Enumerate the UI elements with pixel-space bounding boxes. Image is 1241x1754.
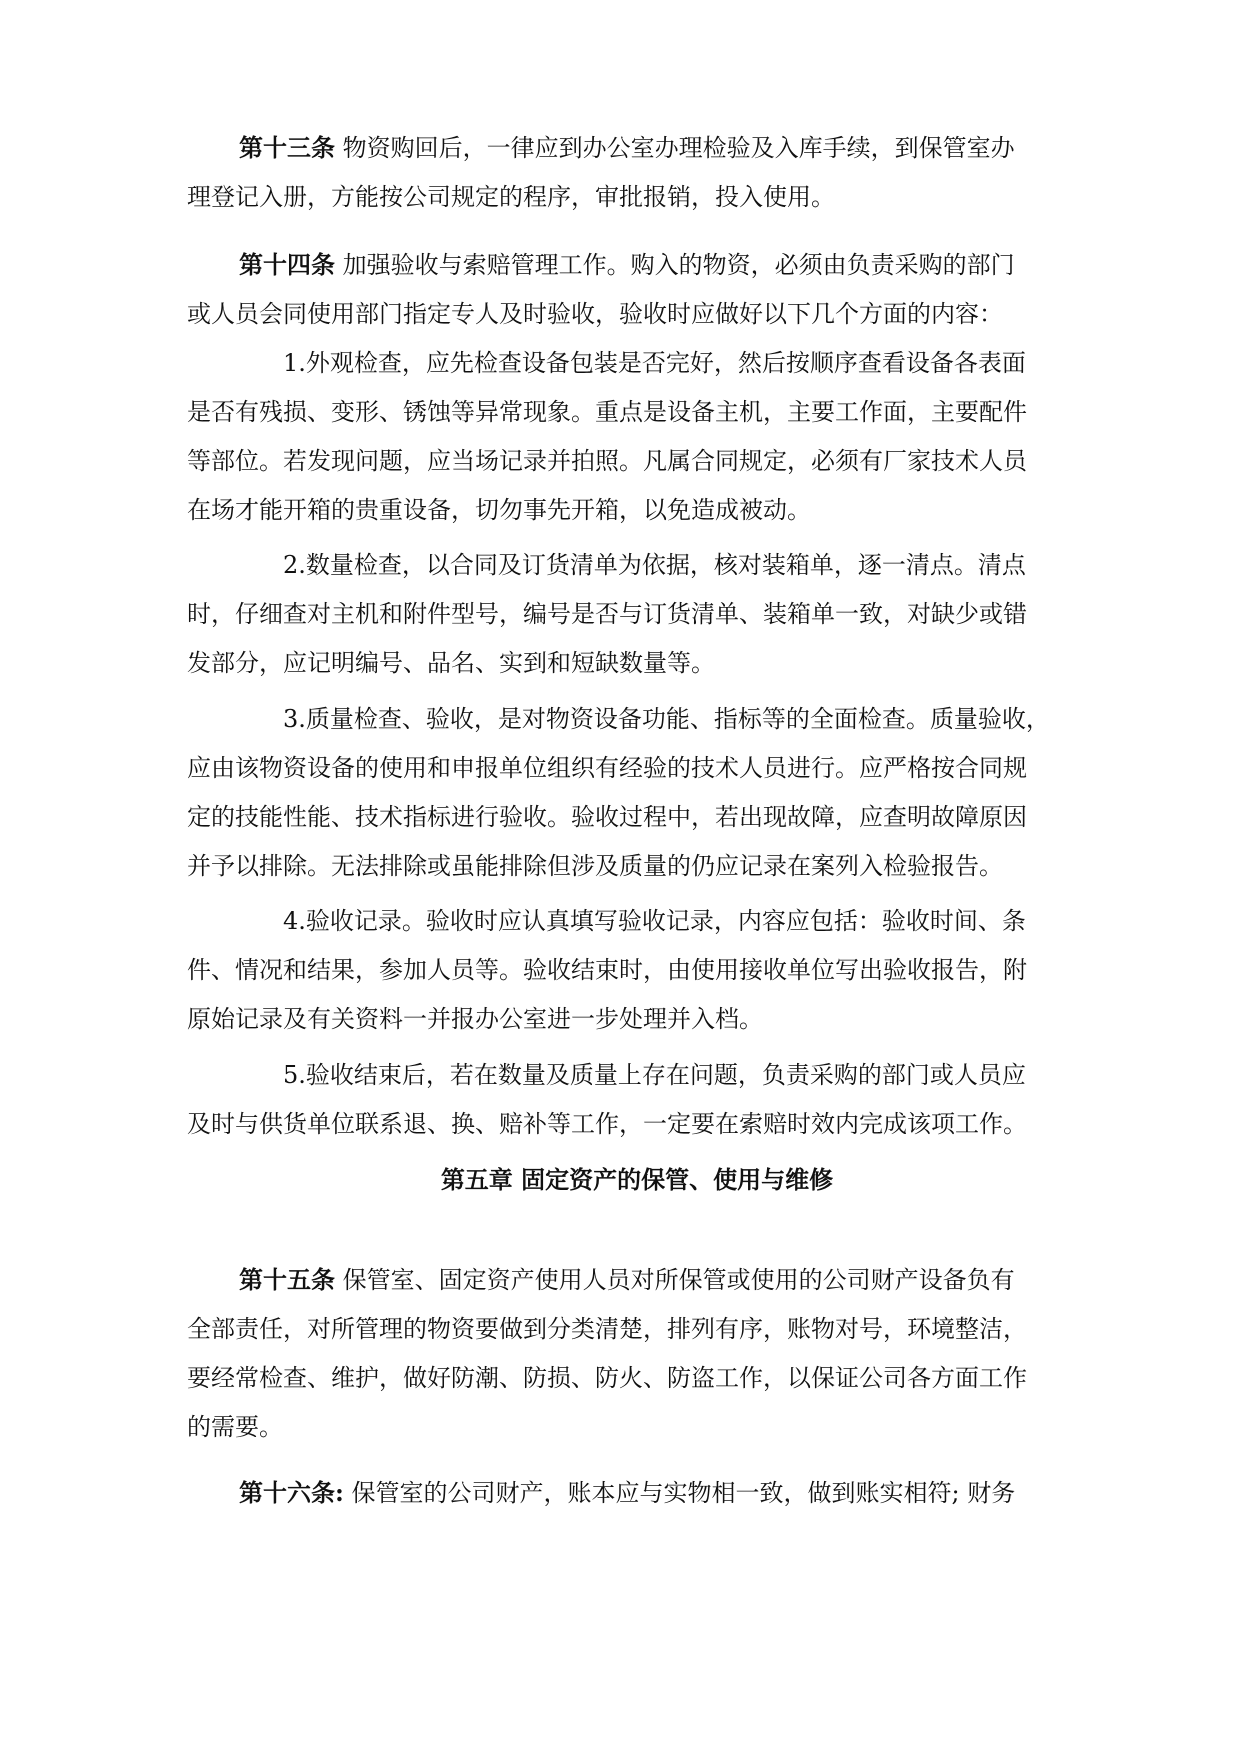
article-15-line-4: 的需要。 bbox=[187, 1413, 283, 1441]
inspection-item-5 bbox=[187, 1051, 1087, 1149]
article-16-line-1: 第十六条: 保管室的公司财产，账本应与实物相一致，做到账实相符; 财务 bbox=[239, 1478, 1016, 1507]
article-13-line-1: 第十三条 物资购回后，一律应到办公室办理检验及入库手续，到保管室办 bbox=[239, 133, 1015, 162]
item-2-line-1: 2.数量检查，以合同及订货清单为依据，核对装箱单，逐一清点。清点 bbox=[283, 551, 1026, 579]
item-4-line-1: 4.验收记录。验收时应认真填写验收记录，内容应包括：验收时间、条 bbox=[283, 907, 1026, 935]
article-14-line-2: 或人员会同使用部门指定专人及时验收，验收时应做好以下几个方面的内容： bbox=[187, 300, 1003, 328]
item-2-line-2: 时，仔细查对主机和附件型号，编号是否与订货清单、装箱单一致，对缺少或错 bbox=[187, 600, 1027, 628]
item-1-line-1: 1.外观检查，应先检查设备包装是否完好，然后按顺序查看设备各表面 bbox=[283, 349, 1026, 377]
chapter-5-heading: 第五章 固定资产的保管、使用与维修 bbox=[440, 1165, 834, 1194]
article-15-label: 第十五条 bbox=[239, 1265, 335, 1294]
article-15-line-1: 第十五条 保管室、固定资产使用人员对所保管或使用的公司财产设备负有 bbox=[239, 1265, 1015, 1294]
inspection-item-2 bbox=[187, 541, 1087, 688]
article-15 bbox=[187, 1255, 1087, 1452]
item-1-line-2: 是否有残损、变形、锈蚀等异常现象。重点是设备主机，主要工作面，主要配件 bbox=[187, 398, 1027, 426]
article-15-line-2: 全部责任，对所管理的物资要做到分类清楚，排列有序，账物对号，环境整洁， bbox=[187, 1315, 1027, 1343]
inspection-item-4 bbox=[187, 897, 1087, 1044]
article-14-label: 第十四条 bbox=[239, 250, 335, 279]
article-13-label: 第十三条 bbox=[239, 133, 335, 162]
inspection-item-3 bbox=[187, 695, 1087, 891]
inspection-item-1 bbox=[187, 339, 1087, 535]
article-16 bbox=[187, 1468, 1087, 1518]
article-16-label: 第十六条: bbox=[239, 1478, 344, 1507]
article-14-line-1: 第十四条 加强验收与索赔管理工作。购入的物资，必须由负责采购的部门 bbox=[239, 250, 1015, 279]
item-3-line-4: 并予以排除。无法排除或虽能排除但涉及质量的仍应记录在案列入检验报告。 bbox=[187, 852, 1003, 880]
item-4-line-2: 件、情况和结果，参加人员等。验收结束时，由使用接收单位写出验收报告，附 bbox=[187, 956, 1027, 984]
item-1-line-3: 等部位。若发现问题，应当场记录并拍照。凡属合同规定，必须有厂家技术人员 bbox=[187, 447, 1027, 475]
article-13 bbox=[187, 123, 1087, 222]
item-3-line-1: 3.质量检查、验收，是对物资设备功能、指标等的全面检查。质量验收， bbox=[283, 705, 1050, 733]
item-5-line-1: 5.验收结束后，若在数量及质量上存在问题，负责采购的部门或人员应 bbox=[283, 1061, 1026, 1089]
item-5-line-2: 及时与供货单位联系退、换、赔补等工作，一定要在索赔时效内完成该项工作。 bbox=[187, 1110, 1027, 1138]
item-4-line-3: 原始记录及有关资料一并报办公室进一步处理并入档。 bbox=[187, 1005, 763, 1033]
article-13-line-2: 理登记入册，方能按公司规定的程序，审批报销，投入使用。 bbox=[187, 183, 835, 211]
item-3-line-3: 定的技能性能、技术指标进行验收。验收过程中，若出现故障，应查明故障原因 bbox=[187, 803, 1027, 831]
article-15-line-3: 要经常检查、维护，做好防潮、防损、防火、防盗工作，以保证公司各方面工作 bbox=[187, 1364, 1027, 1392]
article-14 bbox=[187, 240, 1087, 339]
item-3-line-2: 应由该物资设备的使用和申报单位组织有经验的技术人员进行。应严格按合同规 bbox=[187, 754, 1027, 782]
item-2-line-3: 发部分，应记明编号、品名、实到和短缺数量等。 bbox=[187, 649, 715, 677]
item-1-line-4: 在场才能开箱的贵重设备，切勿事先开箱，以免造成被动。 bbox=[187, 496, 811, 524]
